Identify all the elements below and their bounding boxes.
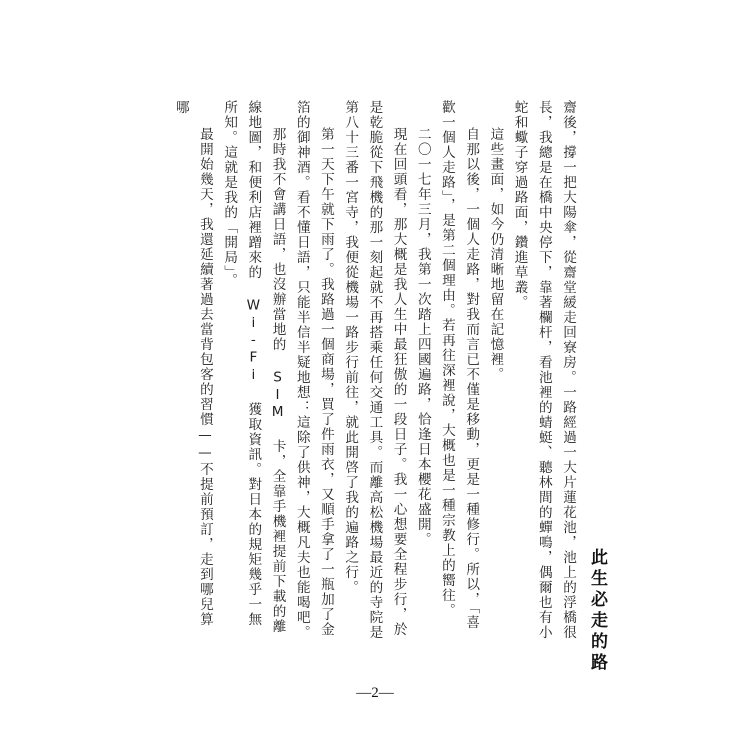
paragraph: 齋後，撐一把大陽傘，從齋堂緩走回寮房。一路經過一大片蓮花池，池上的浮橋很長，我總是在橋中央停下，靠著欄杆，看池裡的蜻蜓、聽林間的蟬鳴，偶爾也有小蛇和蠍子穿過路面，鑽進草叢。 xyxy=(511,100,576,640)
paragraph: 二〇一七年三月，我第一次踏上四國遍路，恰逢日本櫻花盛開。 xyxy=(414,127,431,548)
paragraph: 這些畫面，如今仍清晰地留在記憶裡。 xyxy=(487,127,504,383)
paragraph: 現在回頭看，那大概是我人生中最狂傲的一段日子。我一心想要全程步行，於是乾脆從下飛機的那一刻起就不再搭乘任何交通工具。而離高松機場最近的寺院是第八十三番一宮寺，我便從機場一路步行前往，就此開啓了我的遍路之行。 xyxy=(342,100,407,640)
paragraph: 最開始幾天，我還延續著過去當背包客的習慣——不提前預訂，走到哪兒算哪 xyxy=(172,100,213,627)
page-number: —2— xyxy=(356,685,394,701)
body-text xyxy=(172,100,580,640)
paragraph: 自那以後，一個人走路，對我而言已不僅是移動，更是一種修行。所以，「喜歡一個人走路」，是第二個理由。若再往深裡說，大概也是一種宗教上的嚮往。 xyxy=(438,100,480,631)
paragraph: 那時我不會講日語，也沒辦當地的 SIM 卡，全靠手機裡提前下載的離線地圖，和便利店裡蹭來的 Wi-Fi 獲取資訊。對日本的規矩幾乎一無所知。這就是我的「開局」。 xyxy=(221,100,286,635)
chapter-title: 此生必走的路 xyxy=(587,548,607,674)
paragraph: 第一天下午就下雨了。我路過一個商場，買了件雨衣，又順手拿了一瓶加了金箔的御神酒。看不懂日語，只能半信半疑地想：這除了供神，大概凡夫也能喝吧。 xyxy=(293,100,334,640)
